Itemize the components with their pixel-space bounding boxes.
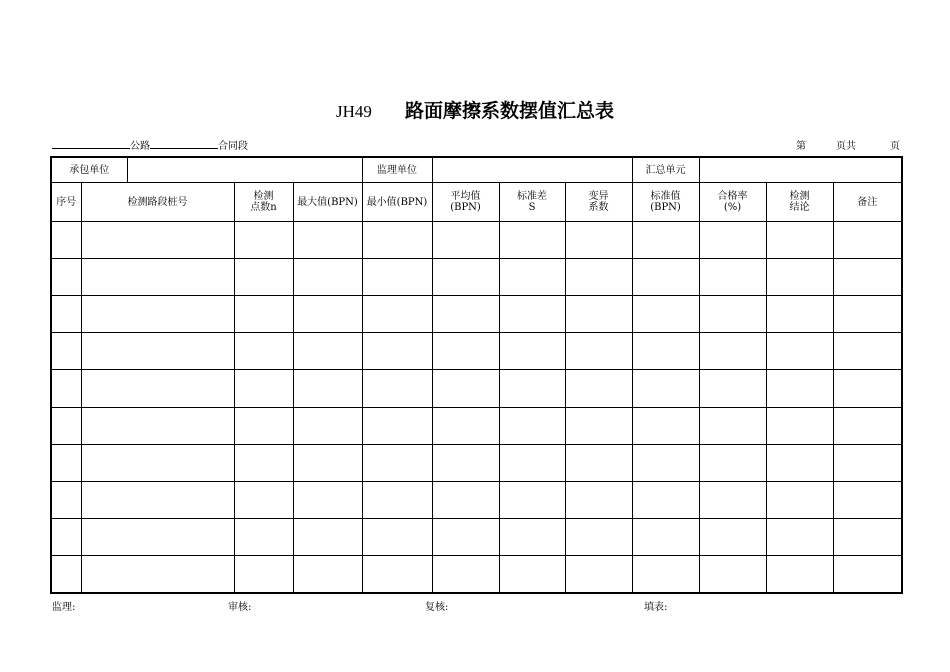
- table-row: [51, 481, 902, 518]
- table-cell[interactable]: [234, 370, 293, 407]
- table-cell[interactable]: [632, 370, 699, 407]
- table-cell[interactable]: [632, 407, 699, 444]
- table-cell[interactable]: [632, 296, 699, 333]
- table-cell[interactable]: [234, 222, 293, 259]
- table-cell[interactable]: [234, 296, 293, 333]
- table-cell[interactable]: [632, 333, 699, 370]
- table-cell[interactable]: [699, 518, 766, 555]
- table-cell[interactable]: [766, 333, 833, 370]
- table-cell[interactable]: [51, 407, 81, 444]
- table-cell[interactable]: [362, 296, 432, 333]
- table-cell[interactable]: [432, 296, 499, 333]
- table-cell[interactable]: [81, 555, 234, 593]
- table-cell[interactable]: [293, 259, 362, 296]
- table-cell[interactable]: [293, 296, 362, 333]
- table-cell[interactable]: [565, 259, 632, 296]
- table-cell[interactable]: [81, 296, 234, 333]
- table-cell[interactable]: [699, 407, 766, 444]
- table-cell[interactable]: [565, 518, 632, 555]
- page-title: 路面摩擦系数摆值汇总表: [404, 100, 614, 122]
- col-remarks: 备注: [833, 183, 902, 222]
- table-cell[interactable]: [234, 444, 293, 481]
- col-stddev: 标准差 S: [499, 183, 565, 222]
- col-standard: 标准值 (BPN): [632, 183, 699, 222]
- table-cell[interactable]: [632, 259, 699, 296]
- table-cell[interactable]: [362, 518, 432, 555]
- table-cell[interactable]: [499, 481, 565, 518]
- table-cell[interactable]: [766, 518, 833, 555]
- table-cell[interactable]: [51, 222, 81, 259]
- table-cell[interactable]: [833, 222, 902, 259]
- table-cell[interactable]: [234, 407, 293, 444]
- table-cell[interactable]: [432, 370, 499, 407]
- table-cell[interactable]: [293, 370, 362, 407]
- table-cell[interactable]: [432, 222, 499, 259]
- col-mean: 平均值 (BPN): [432, 183, 499, 222]
- col-points: 检测 点数n: [234, 183, 293, 222]
- table-cell[interactable]: [565, 555, 632, 593]
- table-cell[interactable]: [766, 259, 833, 296]
- table-row: [51, 259, 902, 296]
- table-cell[interactable]: [632, 444, 699, 481]
- table-cell[interactable]: [81, 444, 234, 481]
- table-cell[interactable]: [293, 333, 362, 370]
- table-cell[interactable]: [234, 481, 293, 518]
- contractor-label: 承包单位: [51, 157, 127, 183]
- table-cell[interactable]: [565, 407, 632, 444]
- table-cell[interactable]: [632, 518, 699, 555]
- header-row: [51, 183, 902, 222]
- table-row: [51, 370, 902, 407]
- table-cell[interactable]: [81, 518, 234, 555]
- table-cell[interactable]: [51, 444, 81, 481]
- table-cell[interactable]: [499, 259, 565, 296]
- info-row: [51, 157, 902, 183]
- table-cell[interactable]: [81, 333, 234, 370]
- table-cell[interactable]: [51, 518, 81, 555]
- table-cell[interactable]: [565, 296, 632, 333]
- table-cell[interactable]: [833, 407, 902, 444]
- table-cell[interactable]: [833, 296, 902, 333]
- table-cell[interactable]: [432, 407, 499, 444]
- table-cell[interactable]: [51, 296, 81, 333]
- table-cell[interactable]: [833, 518, 902, 555]
- table-row: [51, 407, 902, 444]
- section-label: 合同段: [218, 141, 248, 152]
- table-cell[interactable]: [51, 259, 81, 296]
- col-seq: 序号: [51, 183, 81, 222]
- table-cell[interactable]: [51, 333, 81, 370]
- table-cell[interactable]: [766, 296, 833, 333]
- unit-label: 汇总单元: [632, 157, 699, 183]
- col-min: 最小值(BPN): [362, 183, 432, 222]
- table-cell[interactable]: [362, 259, 432, 296]
- table-cell[interactable]: [833, 333, 902, 370]
- table-cell[interactable]: [565, 370, 632, 407]
- table-cell[interactable]: [362, 481, 432, 518]
- table-row: [51, 444, 902, 481]
- table-cell[interactable]: [432, 555, 499, 593]
- unit-value[interactable]: [699, 157, 902, 183]
- col-max: 最大值(BPN): [293, 183, 362, 222]
- table-cell[interactable]: [833, 481, 902, 518]
- table-cell[interactable]: [81, 259, 234, 296]
- title-row: [0, 96, 950, 123]
- table-cell[interactable]: [766, 444, 833, 481]
- table-cell[interactable]: [632, 555, 699, 593]
- table-cell[interactable]: [432, 444, 499, 481]
- table-cell[interactable]: [699, 370, 766, 407]
- table-cell[interactable]: [432, 333, 499, 370]
- table-cell[interactable]: [432, 518, 499, 555]
- table-cell[interactable]: [833, 444, 902, 481]
- recheck-label: 复核:: [425, 602, 449, 613]
- supervision-label: 监理:: [52, 602, 76, 613]
- meta-row: [52, 137, 900, 151]
- table-cell[interactable]: [699, 259, 766, 296]
- table-cell[interactable]: [632, 222, 699, 259]
- page-ye-label: 页: [890, 141, 900, 152]
- table-cell[interactable]: [81, 407, 234, 444]
- table-cell[interactable]: [234, 555, 293, 593]
- table-cell[interactable]: [699, 333, 766, 370]
- table-cell[interactable]: [234, 518, 293, 555]
- table-cell[interactable]: [766, 222, 833, 259]
- col-pass-rate: 合格率 (%): [699, 183, 766, 222]
- page-ye-gong-label: 页共: [836, 141, 856, 152]
- table-cell[interactable]: [833, 259, 902, 296]
- table-cell[interactable]: [833, 370, 902, 407]
- table-cell[interactable]: [499, 296, 565, 333]
- table-cell[interactable]: [699, 222, 766, 259]
- table-cell[interactable]: [499, 518, 565, 555]
- table-cell[interactable]: [699, 555, 766, 593]
- table-cell[interactable]: [362, 222, 432, 259]
- table-cell[interactable]: [565, 333, 632, 370]
- table-cell[interactable]: [293, 444, 362, 481]
- col-conclusion: 检测 结论: [766, 183, 833, 222]
- table-cell[interactable]: [499, 444, 565, 481]
- table-cell[interactable]: [81, 222, 234, 259]
- table-cell[interactable]: [293, 555, 362, 593]
- table-cell[interactable]: [432, 259, 499, 296]
- table-cell[interactable]: [81, 481, 234, 518]
- table-row: [51, 555, 902, 593]
- table-cell[interactable]: [565, 481, 632, 518]
- table-cell[interactable]: [499, 333, 565, 370]
- table-cell[interactable]: [234, 259, 293, 296]
- table-cell[interactable]: [51, 370, 81, 407]
- form-code: JH49: [335, 102, 372, 121]
- road-label: 公路: [130, 141, 150, 152]
- table-cell[interactable]: [293, 481, 362, 518]
- summary-table: [50, 156, 903, 594]
- table-cell[interactable]: [499, 370, 565, 407]
- table-cell[interactable]: [293, 518, 362, 555]
- table-cell[interactable]: [362, 333, 432, 370]
- table-cell[interactable]: [293, 407, 362, 444]
- table-cell[interactable]: [362, 407, 432, 444]
- table-cell[interactable]: [632, 481, 699, 518]
- table-cell[interactable]: [766, 370, 833, 407]
- table-cell[interactable]: [234, 333, 293, 370]
- table-cell[interactable]: [766, 407, 833, 444]
- table-cell[interactable]: [362, 444, 432, 481]
- table-cell[interactable]: [699, 444, 766, 481]
- table-cell[interactable]: [81, 370, 234, 407]
- section-blank: [150, 139, 218, 149]
- review-label: 审核:: [228, 602, 252, 613]
- table-cell[interactable]: [51, 481, 81, 518]
- table-cell[interactable]: [362, 370, 432, 407]
- table-cell[interactable]: [766, 555, 833, 593]
- table-cell[interactable]: [699, 481, 766, 518]
- col-station: 检测路段桩号: [81, 183, 234, 222]
- table-cell[interactable]: [499, 222, 565, 259]
- table-cell[interactable]: [565, 222, 632, 259]
- table-cell[interactable]: [766, 481, 833, 518]
- project-info: [52, 137, 248, 152]
- table-row: [51, 296, 902, 333]
- supervisor-label: 监理单位: [362, 157, 432, 183]
- table-cell[interactable]: [293, 222, 362, 259]
- table-cell[interactable]: [699, 296, 766, 333]
- table-cell[interactable]: [432, 481, 499, 518]
- table-cell[interactable]: [565, 444, 632, 481]
- table-cell[interactable]: [362, 555, 432, 593]
- table-cell[interactable]: [833, 555, 902, 593]
- table-row: [51, 518, 902, 555]
- filler-label: 填表:: [644, 602, 668, 613]
- page-di-label: 第: [796, 141, 806, 152]
- supervisor-value[interactable]: [432, 157, 632, 183]
- contractor-value[interactable]: [127, 157, 362, 183]
- page-info: [796, 137, 900, 152]
- col-cv: 变异 系数: [565, 183, 632, 222]
- table-row: [51, 333, 902, 370]
- table-row: [51, 222, 902, 259]
- table-cell[interactable]: [499, 555, 565, 593]
- road-blank: [52, 139, 130, 149]
- table-cell[interactable]: [51, 555, 81, 593]
- table-cell[interactable]: [499, 407, 565, 444]
